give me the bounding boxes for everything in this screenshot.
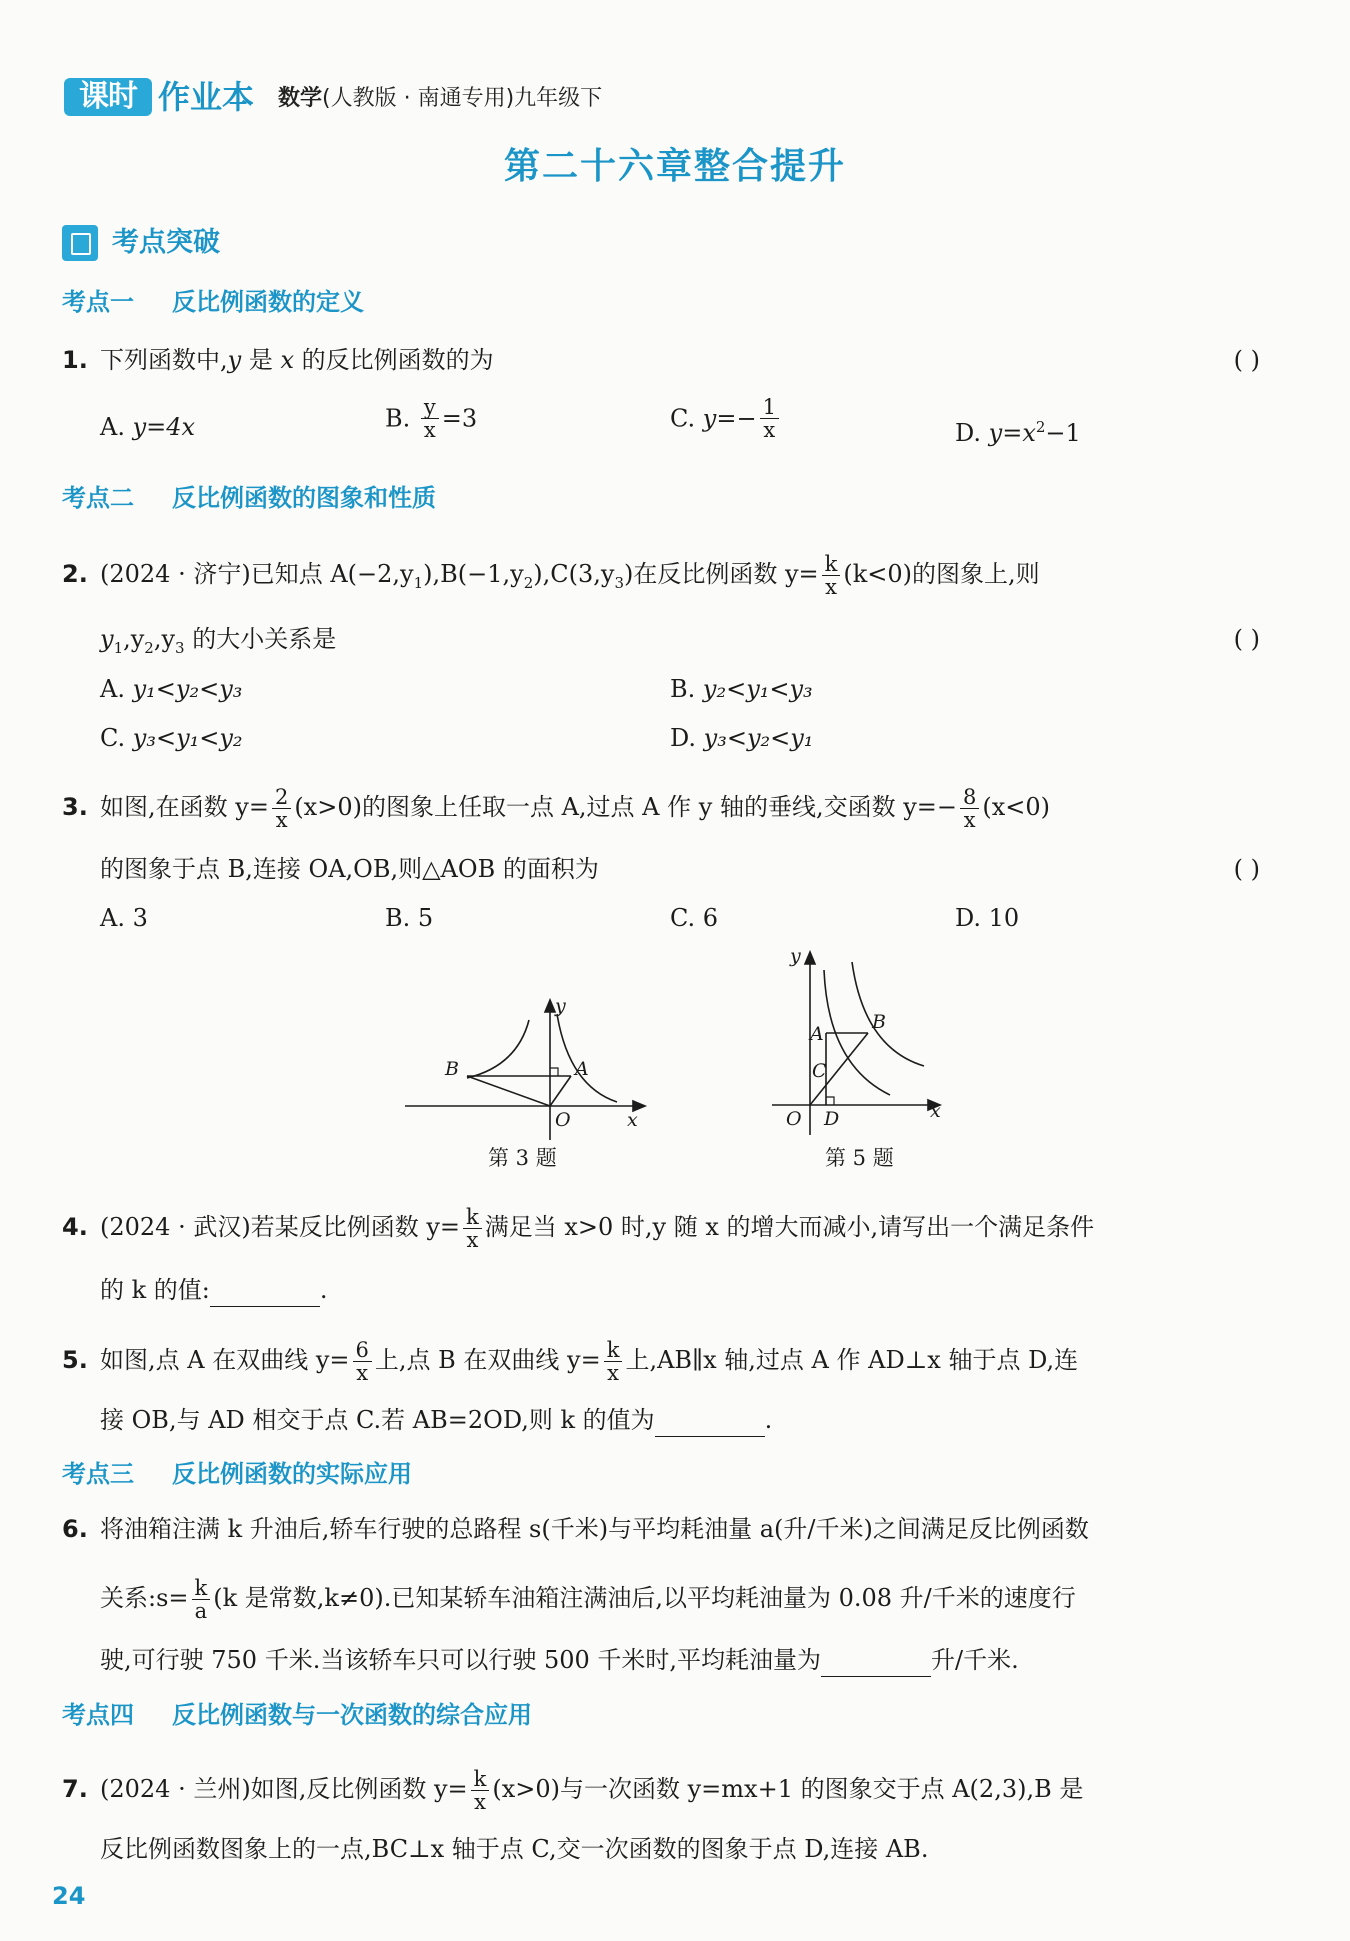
q6-text: 驶,可行驶 750 千米.当该轿车只可以行驶 500 千米时,平均耗油量为 [100, 1646, 822, 1674]
q4-text: . [319, 1276, 328, 1304]
label-A: A [810, 1023, 824, 1045]
fraction [604, 1339, 623, 1384]
q7-line-2: 反比例函数图象上的一点,BC⊥x 轴于点 C,交一次函数的图象于点 D,连接 AB. [100, 1835, 929, 1863]
question-number: 3. [62, 793, 88, 821]
label-B: B [445, 1058, 459, 1080]
question-4 [62, 1206, 1094, 1251]
q1-option-b[interactable] [385, 396, 477, 441]
subscript: 2 [523, 573, 534, 592]
numerator: 1 [760, 396, 779, 419]
option-expr: y₁<y₂<y₃ [132, 675, 243, 703]
option-expr: y=− [702, 404, 757, 433]
fraction [272, 786, 291, 831]
denominator: x [356, 1361, 369, 1385]
option-letter: D. [955, 904, 982, 932]
q4-text: 满足当 x>0 时,y 随 x 的增大而减小,请写出一个满足条件 [484, 1213, 1095, 1241]
question-number: 6. [62, 1515, 88, 1543]
answer-paren[interactable]: ( ) [1233, 625, 1260, 653]
q6-line-3 [100, 1643, 1019, 1677]
label-A: A [575, 1058, 589, 1080]
fraction [421, 396, 439, 441]
denominator: a [194, 1599, 208, 1623]
q6-line-2 [100, 1577, 1076, 1622]
q2-text: 的大小关系是 [184, 625, 337, 653]
book-name: 作业本 [158, 78, 255, 116]
keypoint-4 [62, 1699, 532, 1731]
q5-text: . [764, 1406, 773, 1434]
option-value: 10 [988, 904, 1020, 932]
denominator: x [763, 418, 776, 442]
answer-paren[interactable]: ( ) [1233, 346, 1260, 374]
subscript: 3 [614, 573, 624, 592]
denominator: x [466, 1228, 479, 1252]
numerator: y [421, 396, 439, 419]
option-letter: B. [385, 404, 411, 433]
subscript: 1 [113, 638, 124, 657]
label-x: x [627, 1109, 638, 1131]
q1-var: y [227, 346, 242, 374]
q5-text: 上,AB∥x 轴,过点 A 作 AD⊥x 轴于点 D,连 [625, 1346, 1079, 1374]
option-expr: y=x [988, 419, 1036, 447]
subscript: 3 [175, 638, 185, 657]
option-expr: y₂<y₁<y₃ [702, 675, 813, 703]
keypoint-label: 考点一 [62, 288, 134, 316]
q1-text: 的反比例函数的为 [294, 346, 494, 374]
q3-option-d[interactable] [955, 901, 1019, 935]
option-letter: A. [100, 904, 125, 932]
keypoint-title: 反比例函数的实际应用 [172, 1460, 412, 1488]
numerator: 2 [272, 786, 291, 809]
q4-line-2 [100, 1273, 328, 1307]
keypoint-label: 考点三 [62, 1460, 134, 1488]
q3-text: (x>0)的图象上任取一点 A,过点 A 作 y 轴的垂线,交函数 y=− [294, 793, 957, 821]
keypoint-title: 反比例函数的图象和性质 [172, 484, 436, 512]
fraction [760, 396, 779, 441]
q2-var: y [100, 625, 114, 653]
keypoint-1 [62, 286, 364, 318]
label-C: C [812, 1060, 827, 1082]
option-letter: B. [670, 675, 696, 703]
q5-line-2 [100, 1403, 772, 1437]
fraction [471, 1768, 490, 1813]
right-angle-mark [826, 1097, 834, 1105]
option-letter: A. [100, 675, 125, 703]
question-2 [62, 553, 1040, 600]
question-number: 1. [62, 346, 88, 374]
chapter-title: 第二十六章整合提升 [503, 146, 846, 187]
left-hyperbola-branch [467, 1020, 529, 1078]
subscript: 2 [144, 638, 154, 657]
question-number: 4. [62, 1213, 88, 1241]
keypoint-label: 考点二 [62, 484, 134, 512]
denominator: x [474, 1790, 486, 1814]
outer-hyperbola [852, 962, 924, 1066]
label-B: B [872, 1011, 886, 1033]
q2-option-a[interactable] [100, 672, 242, 706]
fraction [192, 1577, 211, 1622]
book-logo: 课时 [64, 78, 152, 116]
fraction [353, 1339, 372, 1384]
q3-text: 如图,在函数 y= [100, 793, 269, 821]
option-value: 3 [132, 904, 148, 932]
page-number: 24 [52, 1882, 86, 1910]
question-number: 2. [62, 560, 88, 588]
q2-text: ),B(−1,y [423, 560, 524, 588]
q3-option-c[interactable] [670, 901, 718, 935]
q2-text: ,y [153, 625, 176, 653]
section-title: 考点突破 [112, 227, 220, 258]
q2-option-b[interactable] [670, 672, 813, 706]
q1-option-a[interactable] [100, 410, 195, 444]
numerator: k [463, 1206, 482, 1229]
figure-5 [772, 940, 952, 1140]
q2-text: )在反比例函数 y= [623, 560, 819, 588]
question-7 [62, 1768, 1083, 1813]
answer-paren[interactable]: ( ) [1233, 855, 1260, 883]
label-x: x [930, 1100, 941, 1122]
option-expr: y₃<y₁<y₂ [132, 724, 243, 752]
q6-text: 升/千米. [931, 1646, 1019, 1674]
q2-line-2 [100, 622, 336, 665]
answer-blank[interactable] [210, 1279, 320, 1307]
numerator: 8 [960, 786, 979, 809]
question-number: 5. [62, 1346, 88, 1374]
y-axis-arrow [805, 952, 815, 964]
q1-text: 下列函数中, [100, 346, 228, 374]
option-letter: B. [385, 904, 411, 932]
keypoint-title: 反比例函数与一次函数的综合应用 [172, 1701, 532, 1729]
keypoint-3 [62, 1458, 412, 1490]
figure-3-caption: 第 3 题 [488, 1146, 557, 1170]
option-letter: C. [100, 724, 126, 752]
q4-text: (2024 · 武汉)若某反比例函数 y= [100, 1213, 460, 1241]
q2-text: ),C(3,y [533, 560, 615, 588]
option-expr: −1 [1045, 419, 1081, 447]
q7-text: (x>0)与一次函数 y=mx+1 的图象交于点 A(2,3),B 是 [492, 1775, 1084, 1803]
figure-3 [405, 990, 655, 1140]
q2-text: (k<0)的图象上,则 [843, 560, 1040, 588]
exponent: 2 [1035, 418, 1046, 436]
q4-text: 的 k 的值: [100, 1276, 210, 1304]
q6-text: (k 是常数,k≠0).已知某轿车油箱注满油后,以平均耗油量为 0.08 升/千米的速度行 [213, 1584, 1076, 1612]
edition: (人教版 · 南通专用)九年级下 [322, 86, 603, 111]
question-1 [62, 343, 494, 377]
fraction [960, 786, 979, 831]
denominator: x [423, 418, 436, 442]
label-D: D [824, 1108, 840, 1130]
label-O: O [555, 1109, 571, 1131]
label-y: y [555, 995, 566, 1017]
keypoint-2 [62, 482, 436, 514]
q6-text: 将油箱注满 k 升油后,轿车行驶的总路程 s(千米)与平均耗油量 a(升/千米)之间满足反比例函数 [100, 1515, 1089, 1543]
q1-option-c[interactable] [670, 396, 782, 441]
denominator: x [275, 808, 288, 832]
segment-OB [467, 1076, 550, 1106]
option-value: 6 [702, 904, 719, 932]
fraction [822, 553, 841, 598]
option-letter: C. [670, 404, 696, 433]
q3-text: (x<0) [982, 793, 1050, 821]
numerator: k [192, 1577, 211, 1600]
option-letter: C. [670, 904, 696, 932]
question-5 [62, 1339, 1078, 1384]
q7-text: (2024 · 兰州)如图,反比例函数 y= [100, 1775, 468, 1803]
y-axis-arrow [545, 1000, 555, 1012]
subject: 数学 [278, 86, 323, 111]
q5-text: 如图,点 A 在双曲线 y= [100, 1346, 350, 1374]
denominator: x [963, 808, 976, 832]
book-subtitle [278, 84, 602, 114]
label-y: y [790, 945, 801, 967]
option-letter: D. [670, 724, 697, 752]
q5-text: 接 OB,与 AD 相交于点 C.若 AB=2OD,则 k 的值为 [100, 1406, 655, 1434]
fraction [463, 1206, 482, 1251]
q6-text: 关系:s= [100, 1584, 189, 1612]
right-angle-mark [550, 1068, 558, 1076]
question-number: 7. [62, 1775, 88, 1803]
q5-text: 上,点 B 在双曲线 y= [374, 1346, 601, 1374]
q1-text: 是 [241, 346, 281, 374]
option-expr: =3 [441, 404, 478, 433]
q2-text: (2024 · 济宁)已知点 A(−2,y [100, 560, 414, 588]
q1-option-d[interactable] [955, 410, 1081, 450]
answer-blank[interactable] [821, 1649, 931, 1677]
question-6 [62, 1512, 1089, 1546]
option-expr: y=4x [132, 413, 196, 441]
numerator: k [604, 1339, 623, 1362]
label-O: O [786, 1108, 802, 1130]
option-letter: A. [100, 413, 125, 441]
numerator: k [471, 1768, 490, 1791]
q3-option-b[interactable] [385, 901, 433, 935]
denominator: x [607, 1361, 619, 1385]
q2-option-c[interactable] [100, 721, 243, 755]
option-value: 5 [417, 904, 434, 932]
numerator: k [822, 553, 841, 576]
option-letter: D. [955, 419, 982, 447]
question-3 [62, 786, 1050, 831]
option-expr: y₃<y₂<y₁ [703, 724, 814, 752]
answer-blank[interactable] [655, 1409, 765, 1437]
segment-OA [550, 1076, 571, 1106]
numerator: 6 [353, 1339, 372, 1362]
keypoint-title: 反比例函数的定义 [172, 288, 364, 316]
q2-text: ,y [123, 625, 145, 653]
keypoint-label: 考点四 [62, 1701, 134, 1729]
denominator: x [825, 575, 837, 599]
pencil-icon [62, 225, 98, 261]
q2-option-d[interactable] [670, 721, 813, 755]
q1-var: x [280, 346, 295, 374]
q3-option-a[interactable] [100, 901, 148, 935]
figure-5-caption: 第 5 题 [825, 1146, 894, 1170]
q3-line-2: 的图象于点 B,连接 OA,OB,则△AOB 的面积为 [100, 855, 599, 883]
subscript: 1 [413, 573, 424, 592]
